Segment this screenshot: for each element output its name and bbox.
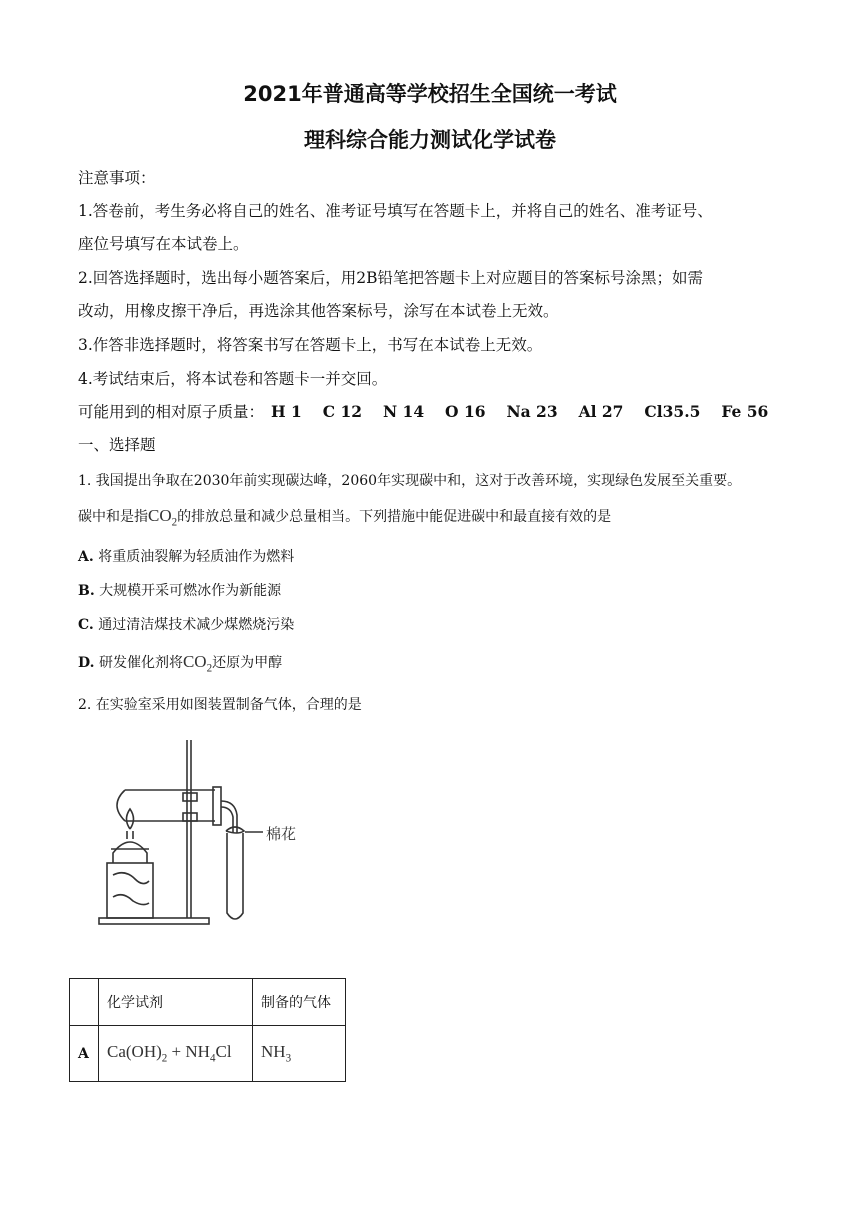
flame xyxy=(127,809,134,829)
atomic-mass-al: Al 27 xyxy=(578,402,624,421)
reagent-table xyxy=(69,978,346,1082)
notice-1-line1: 1.答卷前，考生务必将自己的姓名、准考证号填写在答题卡上，并将自己的姓名、准考证号、 xyxy=(78,202,713,220)
section-heading: 一、选择题 xyxy=(78,436,156,454)
atomic-mass-o: O 16 xyxy=(445,402,486,421)
q1-option-c: C. 通过清洁煤技术减少煤燃烧污染 xyxy=(78,617,295,633)
notice-2-line2: 改动，用橡皮擦干净后，再选涂其他答案标号，涂写在本试卷上无效。 xyxy=(78,302,559,320)
test-tube xyxy=(117,790,215,821)
atomic-mass-na: Na 23 xyxy=(506,402,558,421)
atomic-mass-cl: Cl35.5 xyxy=(644,402,701,421)
notice-1-line2: 座位号填写在本试卷上。 xyxy=(78,235,249,253)
stand-base xyxy=(99,918,209,924)
receiving-tube xyxy=(227,833,243,919)
co2-formula: $CO_2$ xyxy=(148,506,178,529)
notice-4: 4.考试结束后，将本试卷和答题卡一并交回。 xyxy=(78,370,388,388)
q1-option-d: D. 研发催化剂将$CO_2$还原为甲醇 xyxy=(78,652,283,675)
atomic-mass-n: N 14 xyxy=(382,402,425,421)
atomic-mass-c: C 12 xyxy=(322,402,363,421)
table-header-blank xyxy=(70,979,99,1026)
q1-stem-line1: 1. 我国提出争取在2030年前实现碳达峰，2060年实现碳中和，这对于改善环境，实现绿色发展至关重要。 xyxy=(78,473,742,489)
row-reagent: $Ca(OH)_2 + NH_4Cl$ xyxy=(99,1026,253,1082)
atomic-mass-fe: Fe 56 xyxy=(721,402,769,421)
notice-3: 3.作答非选择题时，将答案书写在答题卡上，书写在本试卷上无效。 xyxy=(78,336,543,354)
alcohol-lamp xyxy=(107,863,153,918)
co2-formula-d: $CO_2$ xyxy=(182,652,213,675)
q1-stem-line2: 碳中和是指$CO_2$的排放总量和减少总量相当。下列措施中能促进碳中和最直接有效的是 xyxy=(78,506,612,529)
table-header-gas: 制备的气体 xyxy=(253,979,346,1026)
table-header-reagent: 化学试剂 xyxy=(99,979,253,1026)
exam-title: 2021年普通高等学校招生全国统一考试 xyxy=(243,82,617,106)
notice-heading: 注意事项： xyxy=(78,169,156,187)
exam-subtitle: 理科综合能力测试化学试卷 xyxy=(304,128,556,152)
q1-option-a: A. 将重质油裂解为轻质油作为燃料 xyxy=(78,549,295,565)
row-gas: $NH_3$ xyxy=(253,1026,346,1082)
cotton-label: 棉花 xyxy=(266,825,297,843)
q2-stem: 2. 在实验室采用如图装置制备气体，合理的是 xyxy=(78,697,362,713)
row-label: A xyxy=(70,1026,99,1082)
atomic-mass-line xyxy=(78,400,768,422)
notice-2-line1: 2.回答选择题时，选出每小题答案后，用2B铅笔把答题卡上对应题目的答案标号涂黑；如需 xyxy=(78,269,704,287)
atomic-mass-h: H 1 xyxy=(270,402,302,421)
atomic-mass-label: 可能用到的相对原子质量： xyxy=(78,403,265,421)
table-row xyxy=(70,1026,346,1082)
table-header-row xyxy=(70,979,346,1026)
q1-option-b: B. 大规模开采可燃冰作为新能源 xyxy=(78,583,282,599)
